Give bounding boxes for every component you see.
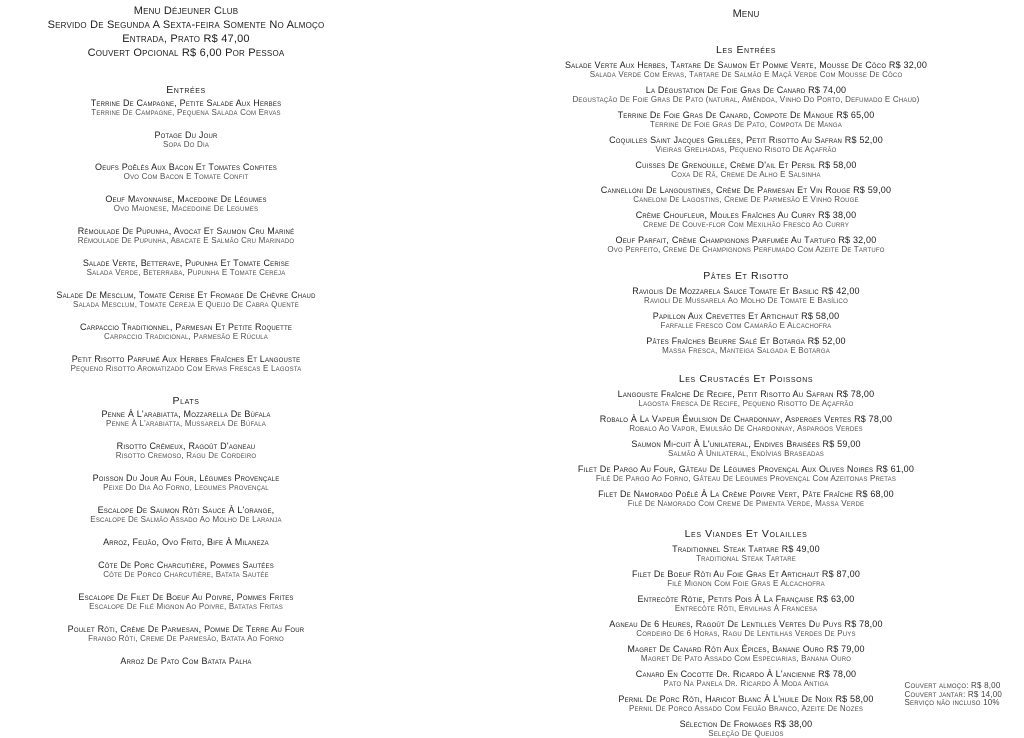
dish-name-fr: Canard En Cocotte Dr. Ricardo À L'ancienne R$ 78,00 — [635, 669, 857, 679]
menu-item — [500, 464, 992, 483]
menu-item — [0, 656, 372, 666]
dish-name-fr: Traditionnel Steak Tartare R$ 49,00 — [672, 544, 820, 554]
menu-item — [0, 441, 372, 460]
footer-notes — [905, 682, 1003, 708]
dish-name-pt: Ovo Com Bacon E Tomate Confit — [123, 172, 249, 181]
dish-name-fr: Risotto Crémeux, Ragoût D'agneau — [116, 441, 256, 451]
entrees-heading: Entrées — [166, 84, 206, 96]
dish-name-fr: Penne À L'arabiatta, Mozzarella De Búfala — [101, 409, 271, 419]
menu-item — [0, 290, 372, 309]
menu-item — [500, 389, 992, 408]
dish-name-pt: Côte De Porco Charcutière, Batata Sautée — [103, 570, 269, 579]
dish-name-fr: Potage Du Jour — [154, 130, 218, 140]
menu-item — [500, 439, 992, 458]
menu-item — [500, 135, 992, 154]
dish-name-fr: Arroz, Feijão, Ovo Frito, Bife À Milaneza — [103, 537, 269, 547]
dish-name-pt: Traditional Steak Tartare — [696, 554, 796, 563]
menu-item — [0, 537, 372, 547]
service-note: Serviço não incluso 10% — [904, 698, 1000, 707]
menu-item — [500, 619, 992, 638]
dish-name-fr: Papillon Aux Crevettes Et Artichaut R$ 58,00 — [652, 311, 840, 321]
dish-name-fr: Terrine De Campagne, Petite Salade Aux Herbes — [90, 98, 282, 108]
dish-name-fr: La Dégustation De Foie Gras De Canard R$ 74,00 — [645, 85, 847, 95]
dish-name-fr: Sélection De Fromages R$ 38,00 — [679, 719, 813, 729]
menu-item — [0, 560, 372, 579]
dish-name-pt: Pato Na Panela Dr. Ricardo À Moda Antiga — [663, 679, 829, 688]
dish-name-fr: Poisson Du Jour Au Four, Légumes Provençale — [92, 473, 280, 483]
dish-name-pt: Filé Mignon Com Foie Gras E Alcachofra — [667, 579, 825, 588]
dish-name-pt: Pequeno Risotto Aromatizado Com Ervas Frescas E Lagosta — [70, 364, 302, 373]
entree-plat-price: Entrada, Prato R$ 47,00 — [122, 33, 250, 45]
dish-name-fr: Côte De Porc Charcutière, Pommes Sautées — [98, 560, 274, 570]
dish-name-fr: Salade De Mesclum, Tomate Cerise Et Fromage De Chèvre Chaud — [56, 290, 316, 300]
section-heading: Pâtes Et Risotto — [703, 270, 789, 282]
menu-item — [500, 414, 992, 433]
dish-name-fr: Escalope De Saumon Rôti Sauce À L'orange, — [97, 505, 275, 515]
menu-item — [500, 185, 992, 204]
dish-name-fr: Pâtes Fraîches Beurre Salé Et Botarga R$ 52,00 — [646, 336, 846, 346]
menu-item — [500, 286, 992, 305]
dish-name-fr: Filet De Pargo Au Four, Gâteau De Légumes Provençal Aux Olives Noires R$ 61,00 — [577, 464, 915, 474]
dish-name-fr: Saumon Mi-cuit À L'unilateral, Endives Braisées R$ 59,00 — [631, 439, 861, 449]
dish-name-pt: Peixe Do Dia Ao Forno, Legumes Provençal — [103, 483, 269, 492]
dish-name-pt: Entrecôte Rôti, Ervilhas À Francesa — [674, 604, 818, 613]
couvert-jantar-note: Couvert jantar: R$ 14,00 — [904, 689, 1002, 699]
dish-name-pt: Filé De Pargo Ao Forno, Gâteau De Legumes Provençal Com Azeitonas Pretas — [595, 474, 897, 483]
dish-name-fr: Langouste Fraîche De Recife, Petit Risotto Au Safran R$ 78,00 — [617, 389, 875, 399]
menu-item — [0, 592, 372, 611]
section-heading: Les Crustacés Et Poissons — [678, 373, 814, 385]
dish-name-pt: Creme De Couve-flor Com Mexilhão Fresco Ao Curry — [642, 220, 850, 229]
dish-name-pt: Caneloni De Lagostins, Creme De Parmesão E Vinho Rouge — [633, 195, 859, 204]
menu-item — [500, 336, 992, 355]
dish-name-fr: Terrine De Foie Gras De Canard, Compote De Mangue R$ 65,00 — [617, 110, 875, 120]
dish-name-pt: Ravioli De Mussarela Ao Molho De Tomate E Basílico — [644, 296, 848, 305]
dish-name-pt: Ovo Perfeito, Creme De Champignons Perfumado Com Azeite De Tartufo — [607, 245, 885, 254]
dish-name-pt: Pernil De Porco Assado Com Feijão Branco, Azeite De Nozes — [628, 704, 864, 713]
dish-name-fr: Pernil De Porc Rôti, Haricot Blanc À L'huile De Noix R$ 58,00 — [618, 694, 874, 704]
dish-name-fr: Agneau De 6 Heures, Ragoût De Lentilles Vertes Du Puys R$ 78,00 — [609, 619, 883, 629]
menu-title: Menu — [732, 8, 760, 20]
couvert-price: Couvert Opcional R$ 6,00 Por Pessoa — [87, 47, 285, 59]
dish-name-pt: Ovo Maionese, Macedoine De Legumes — [113, 204, 259, 213]
menu-item — [0, 226, 372, 245]
dish-name-fr: Salade Verte Aux Herbes, Tartare De Saumon Et Pomme Verte, Mousse De Côco R$ 32,00 — [564, 60, 928, 70]
dish-name-pt: Massa Fresca, Manteiga Salgada E Botarga — [662, 346, 830, 355]
menu-item — [0, 409, 372, 428]
dish-name-fr: Robalo À La Vapeur Émulsion De Chardonnay, Asperges Vertes R$ 78,00 — [599, 414, 893, 424]
dish-name-fr: Oeuf Mayonnaise, Macedoine De Légumes — [105, 194, 267, 204]
menu-dejeuner-title: Menu Déjeuner Club — [133, 5, 239, 17]
dish-name-fr: Crème Choufleur, Moules Fraîches Au Curry R$ 38,00 — [635, 210, 857, 220]
dish-name-pt: Risotto Cremoso, Ragu De Cordeiro — [115, 451, 257, 460]
menu-item — [0, 98, 372, 117]
dish-name-fr: Filet De Namorado Poêlé À La Crème Poivre Vert, Pâte Fraîche R$ 68,00 — [598, 489, 894, 499]
menu-item — [500, 85, 992, 104]
dish-name-pt: Terrine De Campagne, Pequena Salada Com Ervas — [91, 108, 281, 117]
dish-name-pt: Robalo Ao Vapor, Emulsão De Chardonnay, Aspargos Verdes — [629, 424, 863, 433]
menu-item — [500, 544, 992, 563]
menu-item — [500, 235, 992, 254]
menu-item — [0, 473, 372, 492]
dish-name-fr: Petit Risotto Parfumé Aux Herbes Fraîches Et Langouste — [71, 354, 301, 364]
dish-name-fr: Poulet Rôti, Crème De Parmesan, Pomme De Terre Au Four — [67, 624, 305, 634]
dish-name-pt: Coxa De Rã, Creme De Alho E Salsinha — [671, 170, 821, 179]
main-menu-column — [500, 0, 992, 738]
menu-item — [500, 110, 992, 129]
dish-name-pt: Cordeiro De 6 Horas, Ragu De Lentilhas Verdes De Puys — [636, 629, 856, 638]
dish-name-fr: Cannelloni De Langoustines, Crème De Parmesan Et Vin Rouge R$ 59,00 — [600, 185, 892, 195]
dish-name-fr: Escalope De Filet De Boeuf Au Poivre, Pommes Frites — [78, 592, 294, 602]
menu-item — [0, 624, 372, 643]
dish-name-fr: Coquilles Saint Jacques Grillées, Petit Risotto Au Safran R$ 52,00 — [609, 135, 883, 145]
dish-name-pt: Salada Verde, Beterraba, Pupunha E Tomate Cereja — [86, 268, 286, 277]
dish-name-fr: Cuisses De Grenouille, Crème D'ail Et Persil R$ 58,00 — [635, 160, 857, 170]
menu-item — [500, 160, 992, 179]
dish-name-fr: Entrecôte Rôtie, Petits Pois À La Française R$ 63,00 — [637, 594, 855, 604]
dish-name-fr: Filet De Boeuf Rôti Au Foie Gras Et Artichaut R$ 87,00 — [631, 569, 861, 579]
menu-item — [500, 489, 992, 508]
plats-list — [0, 409, 372, 666]
dish-name-fr: Oeuf Parfait, Crème Champignons Parfumée Au Tartufo R$ 32,00 — [615, 235, 877, 245]
menu-item — [0, 162, 372, 181]
dish-name-pt: Vieiras Grelhadas, Pequeno Risoto De Açafrão — [655, 145, 837, 154]
entrees-list — [0, 98, 372, 373]
plats-heading: Plats — [172, 395, 200, 407]
dish-name-fr: Salade Verte, Betterave, Pupunha Et Tomate Cerise — [82, 258, 290, 268]
dish-name-fr: Raviolis De Mozzarela Sauce Tomate Et Basilic R$ 42,00 — [632, 286, 860, 296]
couvert-almoco-note: Couvert almoço: R$ 8,00 — [904, 681, 1001, 690]
dish-name-pt: Frango Rôti, Creme De Parmesão, Batata Ao Forno — [88, 634, 284, 643]
dish-name-pt: Filé De Namorado Com Creme De Pimenta Verde, Massa Verde — [627, 499, 865, 508]
dish-name-fr: Magret De Canard Rôti Aux Épices, Banane Ouro R$ 79,00 — [627, 644, 865, 654]
menu-item — [500, 594, 992, 613]
dish-name-pt: Salada Mesclum, Tomate Cereja E Queijo De Cabra Quente — [73, 300, 299, 309]
dish-name-pt: Carpaccio Tradicional, Parmesão E Rúcula — [104, 332, 268, 341]
menu-item — [0, 322, 372, 341]
dish-name-pt: Salmão À Unilateral, Endívias Braseadas — [668, 449, 824, 458]
menu-item — [500, 210, 992, 229]
dish-name-fr: Oeufs Poêlés Aux Bacon Et Tomates Confites — [95, 162, 277, 172]
dish-name-pt: Rémoulade De Pupunha, Abacate E Salmão Cru Marinado — [77, 236, 295, 245]
menu-item — [0, 354, 372, 373]
dejeuner-menu-column — [0, 0, 372, 666]
menu-item — [500, 644, 992, 663]
dish-name-fr: Carpaccio Traditionnel, Parmesan Et Petite Roquette — [79, 322, 293, 332]
dish-name-fr: Arroz De Pato Com Batata Palha — [120, 656, 252, 666]
dish-name-pt: Magret De Pato Assado Com Especiarias, Banana Ouro — [640, 654, 852, 663]
dish-name-fr: Rémoulade De Pupunha, Avocat Et Saumon Cru Mariné — [77, 226, 295, 236]
menu-item — [500, 60, 992, 79]
section-heading: Les Viandes Et Volailles — [684, 528, 808, 540]
dish-name-pt: Degustação De Foie Gras De Pato (natural, Amêndoa, Vinho Do Porto, Defumado E Chaud) — [572, 95, 920, 104]
dish-name-pt: Escalope De Filé Mignon Ao Poivre, Batatas Fritas — [89, 602, 283, 611]
service-hours-line: Servido De Segunda A Sexta-feira Somente No Almoço — [47, 19, 325, 31]
menu-item — [0, 258, 372, 277]
menu-item — [0, 194, 372, 213]
menu-item — [500, 311, 992, 330]
dish-name-pt: Terrine De Foie Gras De Pato, Compota De Manga — [650, 120, 842, 129]
menu-item — [0, 130, 372, 149]
menu-sections — [500, 44, 992, 738]
dish-name-pt: Escalope De Salmão Assado Ao Molho De Laranja — [90, 515, 282, 524]
dish-name-pt: Seleção De Queijos — [708, 729, 784, 738]
menu-item — [0, 505, 372, 524]
dish-name-pt: Sopa Do Dia — [162, 140, 210, 149]
menu-item — [500, 569, 992, 588]
dish-name-pt: Penne À L'arabiatta, Mussarela De Búfala — [106, 419, 266, 428]
section-heading: Les Entrées — [715, 44, 777, 56]
dish-name-pt: Farfalle Fresco Com Camarão E Alcachofra — [660, 321, 832, 330]
dish-name-pt: Lagosta Fresca De Recife, Pequeno Risotto De Açafrão — [638, 399, 854, 408]
menu-item — [500, 719, 992, 738]
dish-name-pt: Salada Verde Com Ervas, Tartare De Salmão E Maçã Verde Com Mousse De Côco — [589, 70, 903, 79]
